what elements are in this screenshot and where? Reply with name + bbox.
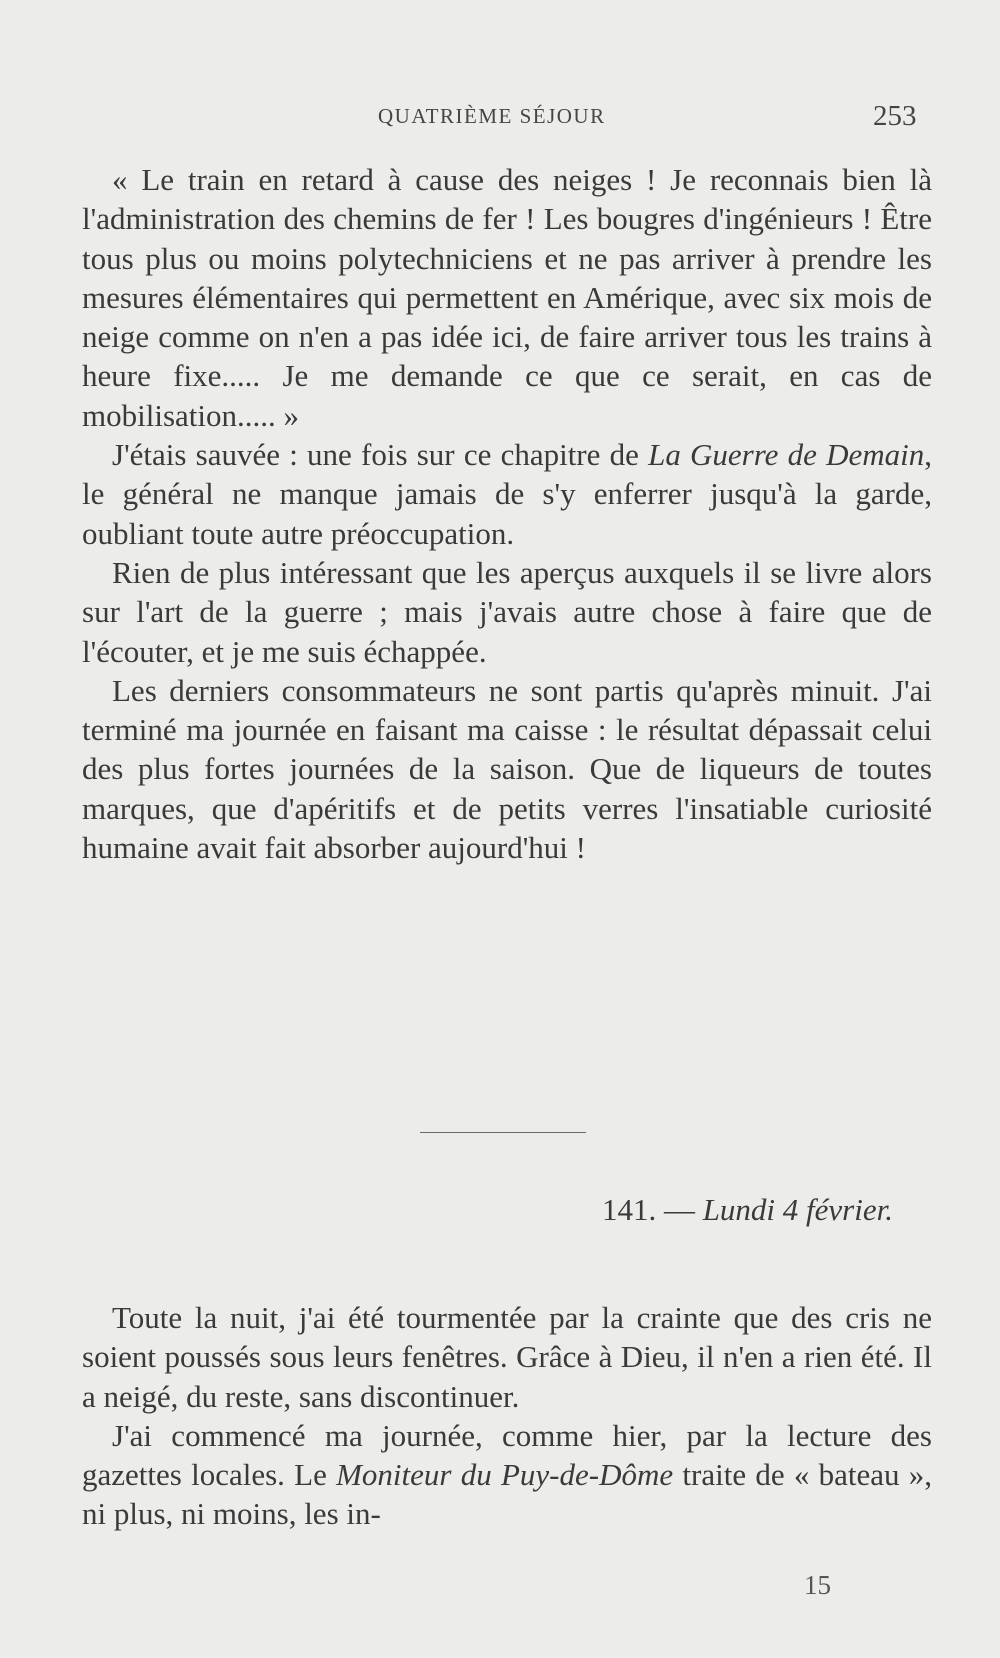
entry-heading bbox=[0, 1192, 893, 1228]
body-text-bottom bbox=[82, 1298, 932, 1534]
section-divider bbox=[420, 1132, 586, 1133]
page-number: 253 bbox=[873, 100, 917, 132]
paragraph: « Le train en retard à cause des neiges ! Je reconnais bien là l'administration des chemins de fer ! Les bougres d'ingénieurs ! Être tous plus ou moins polytechniciens et ne pas arriver à prendre les mesures élémentaires qui permettent en Amérique, avec six mois de neige comme on n'en a pas idée ici, de faire arriver tous les trains à heure fixe..... Je me demande ce que ce serait, en cas de mobilisation..... » bbox=[82, 162, 932, 433]
entry-number: 141. — bbox=[601, 1192, 695, 1227]
paragraph: J'étais sauvée : une fois sur ce chapitre de La Guerre de Demain, le général ne manque jamais de s'y enferrer jusqu'à la garde, oubliant toute autre préoccupation. bbox=[82, 437, 932, 551]
body-text-top bbox=[82, 160, 932, 867]
paragraph: Rien de plus intéressant que les aperçus auxquels il se livre alors sur l'art de la guerre ; mais j'avais autre chose à faire que de l'écouter, et je me suis échappée. bbox=[82, 554, 932, 669]
paragraph: Toute la nuit, j'ai été tourmentée par la crainte que des cris ne soient poussés sous leurs fenêtres. Grâce à Dieu, il n'en a rien été. Il a neigé, du reste, sans discontinuer. bbox=[82, 1300, 932, 1414]
signature-mark: 15 bbox=[804, 1570, 831, 1600]
paragraph: J'ai commencé ma journée, comme hier, par la lecture des gazettes locales. Le Moniteur du Puy-de-Dôme traite de « bateau », ni plus, ni moins, les in- bbox=[82, 1417, 932, 1532]
running-title: QUATRIÈME SÉJOUR bbox=[378, 104, 606, 128]
entry-date: Lundi 4 février. bbox=[702, 1192, 893, 1227]
running-head bbox=[0, 98, 1000, 138]
paragraph: Les derniers consommateurs ne sont partis qu'après minuit. J'ai terminé ma journée en faisant ma caisse : le résultat dépassait celui des plus fortes journées de la saison. Que de liqueurs de toutes marques, que d'apéritifs et de petits verres l'insatiable curiosité humaine avait fait absorber aujourd'hui ! bbox=[82, 672, 932, 866]
